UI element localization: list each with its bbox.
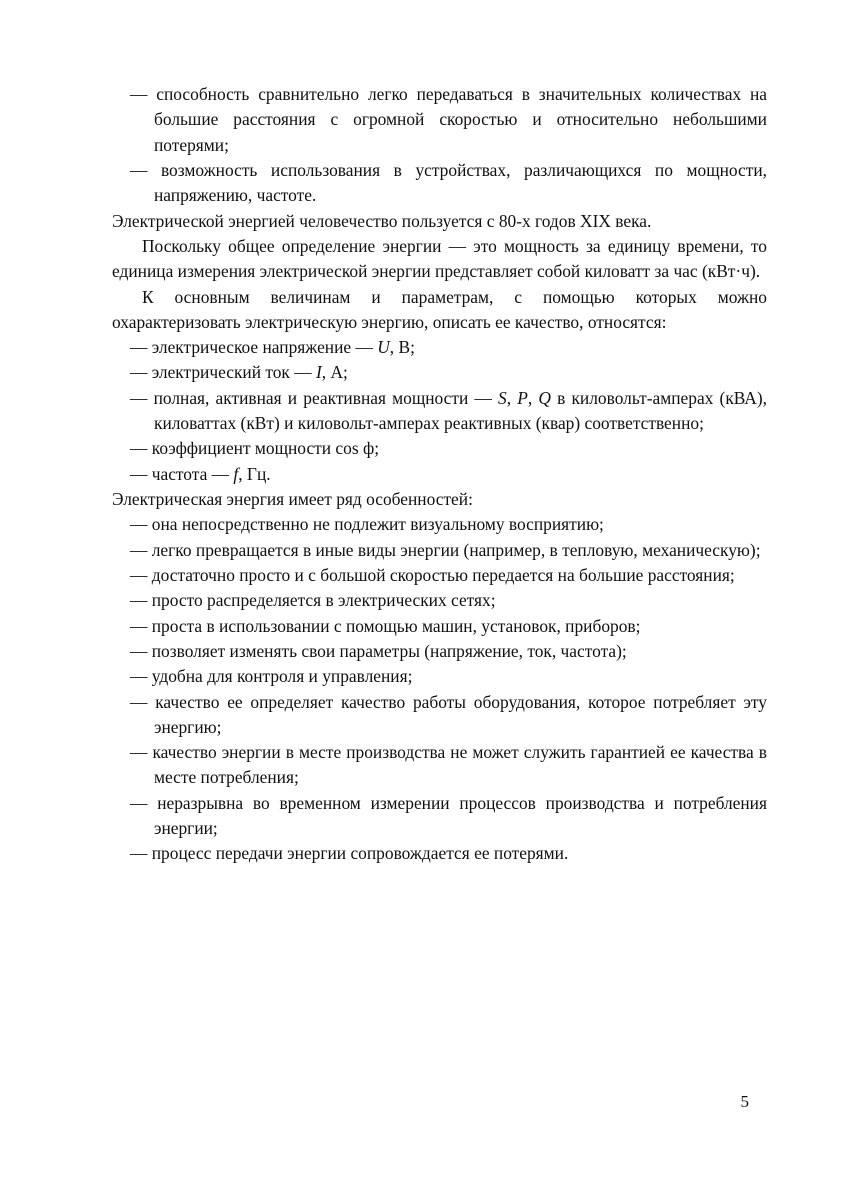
- list-item: [112, 512, 767, 537]
- list-item-dash: —: [130, 615, 148, 636]
- list-item-text: электрический ток — I, А;: [151, 362, 348, 383]
- list-item: [112, 436, 767, 461]
- list-item-text: достаточно просто и с большой скоростью передается на большие расстояния;: [151, 564, 735, 585]
- paragraph: Поскольку общее определение энергии — это мощность за единицу времени, то единица измерения электрической энергии представляет собой киловатт за час (кВт·ч).: [112, 235, 767, 282]
- list-item-text: качество энергии в месте производства не может служить гарантией ее качества в месте потребления;: [152, 742, 767, 788]
- variable-p: P: [517, 387, 528, 408]
- list-item-dash: —: [130, 84, 148, 104]
- list-item: [112, 841, 767, 866]
- list-item-dash: —: [130, 792, 148, 813]
- variable-q: Q: [538, 387, 551, 408]
- list-item-text: удобна для контроля и управления;: [151, 666, 413, 687]
- page-body: [112, 82, 767, 867]
- list-item-text: частота — f, Гц.: [151, 463, 271, 484]
- list-item-text: коэффициент мощности cos ф;: [151, 438, 380, 459]
- variable-i: I: [315, 362, 322, 383]
- variable-f: f: [233, 463, 239, 484]
- list-item-text: процесс передачи энергии сопровождается ее потерями.: [151, 843, 569, 864]
- list-item-text: способность сравнительно легко передаваться в значительных количествах на большие расстояния с огромной скоростью и относительно небольшими потерями;: [154, 84, 767, 155]
- list-item: [112, 82, 767, 158]
- list-item-dash: —: [130, 438, 148, 459]
- list-item: [112, 690, 767, 741]
- list-item: [112, 538, 767, 563]
- page-number: 5: [740, 1092, 749, 1111]
- list-item-text: легко превращается в иные виды энергии (например, в тепловую, механическую);: [151, 539, 761, 560]
- list-item: [112, 360, 767, 385]
- list-item-dash: —: [130, 590, 148, 611]
- list-item-dash: —: [130, 463, 148, 484]
- paragraph: Электрическая энергия имеет ряд особенностей:: [112, 489, 473, 509]
- list-item-text: позволяет изменять свои параметры (напряжение, ток, частота);: [151, 640, 627, 661]
- list-item-dash: —: [130, 742, 148, 763]
- variable-u: U: [377, 337, 390, 358]
- list-item-text: качество ее определяет качество работы оборудования, которое потребляет эту энергию;: [154, 691, 767, 737]
- list-item: [112, 158, 767, 209]
- list-item: [112, 462, 767, 487]
- list-item-text: электрическое напряжение — U, В;: [151, 337, 415, 358]
- list-item: [112, 664, 767, 689]
- list-item-dash: —: [130, 666, 148, 687]
- list-item-dash: —: [130, 640, 148, 661]
- list-item: [112, 614, 767, 639]
- list-item-dash: —: [130, 362, 148, 383]
- list-item-text: она непосредственно не подлежит визуальному восприятию;: [151, 514, 604, 535]
- variable-s: S: [498, 387, 507, 408]
- list-item-text: просто распределяется в электрических сетях;: [151, 590, 496, 611]
- list-item-dash: —: [130, 159, 148, 180]
- list-item-text: проста в использовании с помощью машин, установок, приборов;: [151, 615, 641, 636]
- list-item-dash: —: [130, 514, 148, 535]
- list-item: [112, 335, 767, 360]
- paragraph: К основным величинам и параметрам, с помощью которых можно охарактеризовать электрическую энергию, описать ее качество, относятся:: [112, 286, 767, 332]
- paragraph: Электрической энергией человечество пользуется с 80-х годов XIX века.: [112, 210, 652, 231]
- list-item-text: возможность использования в устройствах, различающихся по мощности, напряжению, частоте.: [154, 159, 767, 206]
- list-item-dash: —: [130, 539, 148, 560]
- list-item: [112, 563, 767, 588]
- list-item: [112, 791, 767, 842]
- list-item: [112, 386, 767, 437]
- list-item-dash: —: [130, 843, 148, 864]
- list-item-text: неразрывна во временном измерении процессов производства и потребления энергии;: [154, 792, 767, 839]
- list-item: [112, 740, 767, 791]
- list-item: [112, 588, 767, 613]
- list-item-dash: —: [130, 387, 148, 408]
- list-item-text: полная, активная и реактивная мощности — S, P, Q в киловольт-амперах (кВА), киловаттах (кВт) и киловольт-амперах реактивных (квар) соответственно;: [153, 387, 767, 434]
- list-item-dash: —: [130, 337, 148, 358]
- list-item-dash: —: [130, 564, 148, 585]
- list-item-dash: —: [130, 691, 148, 712]
- list-item: [112, 639, 767, 664]
